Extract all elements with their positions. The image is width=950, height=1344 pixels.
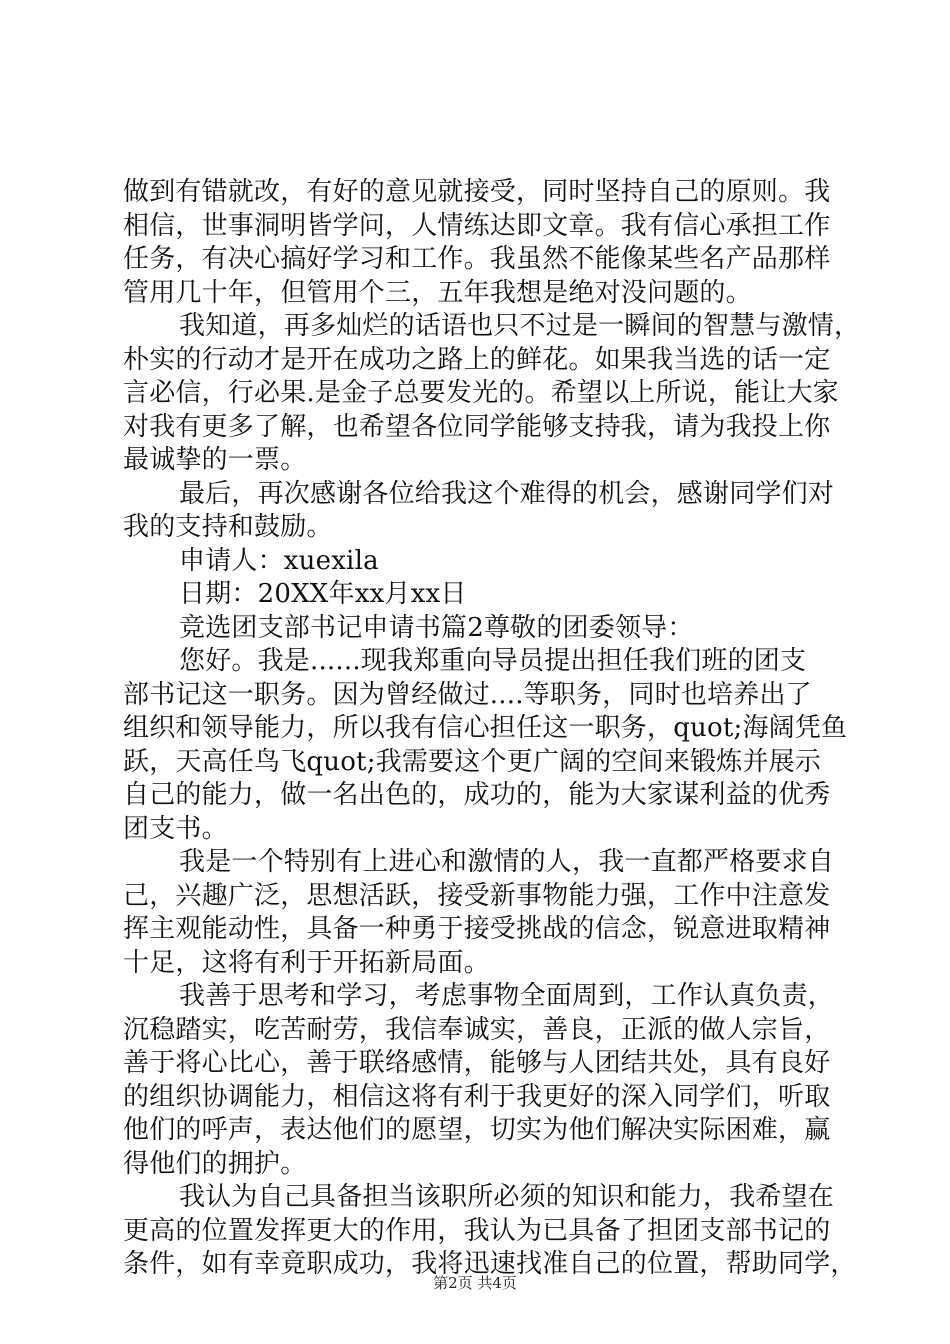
document-body xyxy=(123,176,861,1282)
text-line: 任务，有决心搞好学习和工作。我虽然不能像某些名产品那样 xyxy=(123,244,831,274)
section-heading-line: 竞选团支部书记申请书篇2尊敬的团委领导： xyxy=(179,612,694,643)
text-line: 更高的位置发挥更大的作用，我认为已具备了担团支部书记的 xyxy=(123,1215,831,1246)
text-line: 言必信，行必果.是金子总要发光的。希望以上所说，能让大家 xyxy=(123,378,839,408)
text-line: 沉稳踏实，吃苦耐劳，我信奉诚实，善良，正派的做人宗旨， xyxy=(123,1014,831,1045)
text-line: 我认为自己具备担当该职所必须的知识和能力，我希望在 xyxy=(179,1182,835,1212)
page-footer: 第2页 共4页 xyxy=(433,1274,517,1292)
text-line: 我是一个特别有上进心和激情的人，我一直都严格要求自 xyxy=(179,847,835,877)
text-line: 做到有错就改，有好的意见就接受，同时坚持自己的原则。我 xyxy=(123,177,831,207)
text-line: 得他们的拥护。 xyxy=(123,1148,307,1179)
text-line: 我知道，再多灿烂的话语也只不过是一瞬间的智慧与激情， xyxy=(179,311,861,341)
date-line: 日期：20XX年xx月xx日 xyxy=(179,579,467,609)
text-line: 最诚挚的一票。 xyxy=(123,445,307,475)
text-line: 相信，世事洞明皆学问，人情练达即文章。我有信心承担工作 xyxy=(123,210,831,241)
text-line: 我的支持和鼓励。 xyxy=(123,512,333,542)
text-line: 自己的能力，做一名出色的，成功的，能为大家谋利益的优秀 xyxy=(123,780,831,810)
text-line: 的组织协调能力，相信这将有利于我更好的深入同学们，听取 xyxy=(123,1081,831,1112)
text-line: 善于将心比心，善于联络感情，能够与人团结共处，具有良好 xyxy=(123,1048,831,1078)
text-line: 跃，天高任鸟飞quot;我需要这个更广阔的空间来锻炼并展示 xyxy=(123,746,822,777)
text-line: 您好。我是......现我郑重向导员提出担任我们班的团支 xyxy=(179,646,807,676)
text-line: 朴实的行动才是开在成功之路上的鲜花。如果我当选的话一定 xyxy=(123,344,831,375)
text-line: 管用几十年，但管用个三，五年我想是绝对没问题的。 xyxy=(123,277,752,308)
text-line: 组织和领导能力，所以我有信心担任这一职务，quot;海阔凭鱼 xyxy=(123,713,848,743)
text-line: 条件，如有幸竟职成功，我将迅速找准自己的位置，帮助同学， xyxy=(123,1249,857,1279)
text-line: 对我有更多了解，也希望各位同学能够支持我，请为我投上你 xyxy=(123,411,831,442)
text-line: 挥主观能动性，具备一种勇于接受挑战的信念，锐意进取精神 xyxy=(123,914,831,944)
text-line: 部书记这一职务。因为曾经做过....等职务，同时也培养出了 xyxy=(123,679,812,710)
text-line: 己，兴趣广泛，思想活跃，接受新事物能力强，工作中注意发 xyxy=(123,880,831,911)
applicant-line: 申请人：xuexila xyxy=(179,545,379,576)
text-line: 我善于思考和学习，考虑事物全面周到，工作认真负责， xyxy=(179,981,835,1011)
text-line: 最后，再次感谢各位给我这个难得的机会，感谢同学们对 xyxy=(179,478,835,509)
text-line: 团支书。 xyxy=(123,813,228,844)
text-line: 十足，这将有利于开拓新局面。 xyxy=(123,947,490,978)
text-line: 他们的呼声，表达他们的愿望，切实为他们解决实际困难，赢 xyxy=(123,1115,831,1145)
